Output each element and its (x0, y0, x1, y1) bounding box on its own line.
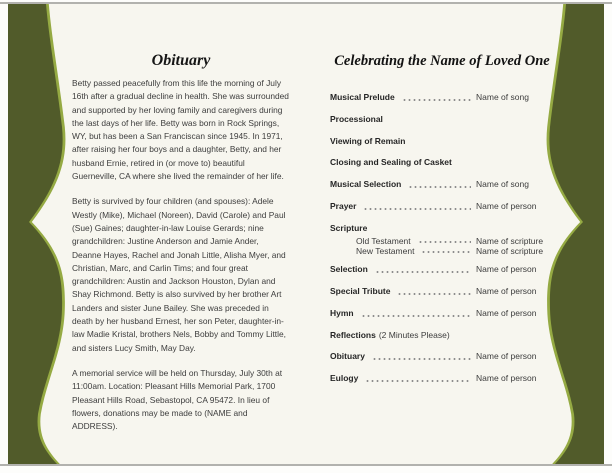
order-of-service-section (330, 52, 554, 394)
dotted-leader (361, 314, 471, 318)
service-row (330, 350, 554, 363)
service-value: Name of person (476, 200, 537, 211)
service-value: Name of scripture (476, 245, 544, 256)
service-label-suffix: (2 Minutes Please) (378, 329, 450, 340)
service-row (330, 178, 554, 191)
service-label: Prayer (330, 200, 357, 211)
obituary-section (72, 52, 290, 445)
service-label: Scripture (330, 222, 368, 233)
service-label: Selection (330, 264, 368, 275)
service-row (330, 329, 554, 342)
dotted-leader (418, 240, 471, 244)
dotted-leader (402, 98, 471, 102)
service-row (330, 156, 554, 169)
service-value: Name of person (476, 264, 537, 275)
left-wave-decoration (8, 4, 65, 464)
dotted-leader (375, 270, 471, 274)
service-row (330, 200, 554, 213)
dotted-leader (372, 357, 471, 361)
obituary-paragraph: Betty is survived by four children (and spouses): Adele Westly (Mike), Michael (Noreen), David (Carole) and Paul (Sue) Gaines; daughter-in-law Louise Gerards; nine grandchildren: Justine Anderson and Jamie Ander, Deanne Hayes, Rachel and Jonah Little, Alisha Myer, and Christian, Marc, and Carlin Tims; and four great grandchildren: Austin and Jackson Houston, Dylan and Shay Richmond. Betty is also survived by her brother Art Landers and sister June Bailey. She was preceded in death by her husband Ernest, her son Peter, daughter-in-law Madie Kristal, brothers Nels, Bobby and Tommy Little, and sisters Lucy Smith, May Day. (72, 196, 286, 353)
obituary-paragraph: A memorial service will be held on Thursday, July 30th at 11:00am. Location: Pleasant Hills Memorial Park, 1700 Pleasant Hills Road, Sebastopol, CA 95472. In lieu of flowers, donations may be made to (NAME and ADDRESS). (72, 367, 283, 432)
service-label: Closing and Sealing of Casket (330, 157, 452, 168)
obituary-paragraph: Betty passed peacefully from this life the morning of July 16th after a gradual decline in health. She was surrounded and supported by her loving family and caregivers during the last days of her life. Betty was born in Rock Springs, WY, but has been a San Franciscan since 1945. In 1971, after raising her four boys and a daughter, Betty, and her husband Ernie, retired in (or move to) beautiful Guerneville, CA where she lived the remainder of her life. (72, 78, 289, 182)
service-value: Name of scripture (476, 235, 544, 246)
scripture-sub-row (356, 236, 554, 246)
service-value: Name of person (476, 307, 537, 318)
dotted-leader (408, 185, 471, 189)
service-row (330, 307, 554, 320)
service-row (330, 285, 554, 298)
service-value: Name of song (476, 92, 529, 102)
service-row (330, 372, 554, 385)
service-label: Viewing of Remain (330, 135, 406, 146)
service-value: Name of song (476, 179, 529, 190)
service-row (330, 222, 554, 235)
obituary-title: Obituary (151, 52, 211, 69)
service-label: New Testament (356, 245, 415, 256)
right-wave-decoration (547, 4, 604, 464)
service-label: Old Testament (356, 235, 411, 246)
service-value: Name of person (476, 373, 537, 384)
service-label: Special Tribute (330, 285, 391, 296)
dotted-leader (363, 207, 471, 211)
dotted-leader (397, 292, 471, 296)
dotted-leader (421, 250, 471, 254)
service-value: Name of person (476, 285, 537, 296)
service-label: Reflections (330, 329, 376, 340)
service-row (330, 135, 554, 148)
obituary-body (72, 77, 290, 433)
order-of-service-list (330, 91, 554, 385)
service-label: Musical Selection (330, 179, 402, 190)
service-label: Musical Prelude (330, 92, 395, 102)
service-label: Obituary (330, 351, 365, 362)
scripture-sub-row (356, 246, 554, 256)
service-label: Eulogy (330, 373, 359, 384)
service-row (330, 263, 554, 276)
service-row (330, 91, 554, 104)
dotted-leader (365, 379, 471, 383)
service-label: Processional (330, 113, 383, 124)
bottom-border-line (0, 464, 612, 466)
service-row (330, 113, 554, 126)
service-label: Hymn (330, 307, 354, 318)
page-background (8, 4, 604, 464)
scripture-sub-list (330, 236, 554, 256)
service-value: Name of person (476, 351, 537, 362)
order-of-service-title: Celebrating the Name of Loved One (334, 53, 550, 69)
